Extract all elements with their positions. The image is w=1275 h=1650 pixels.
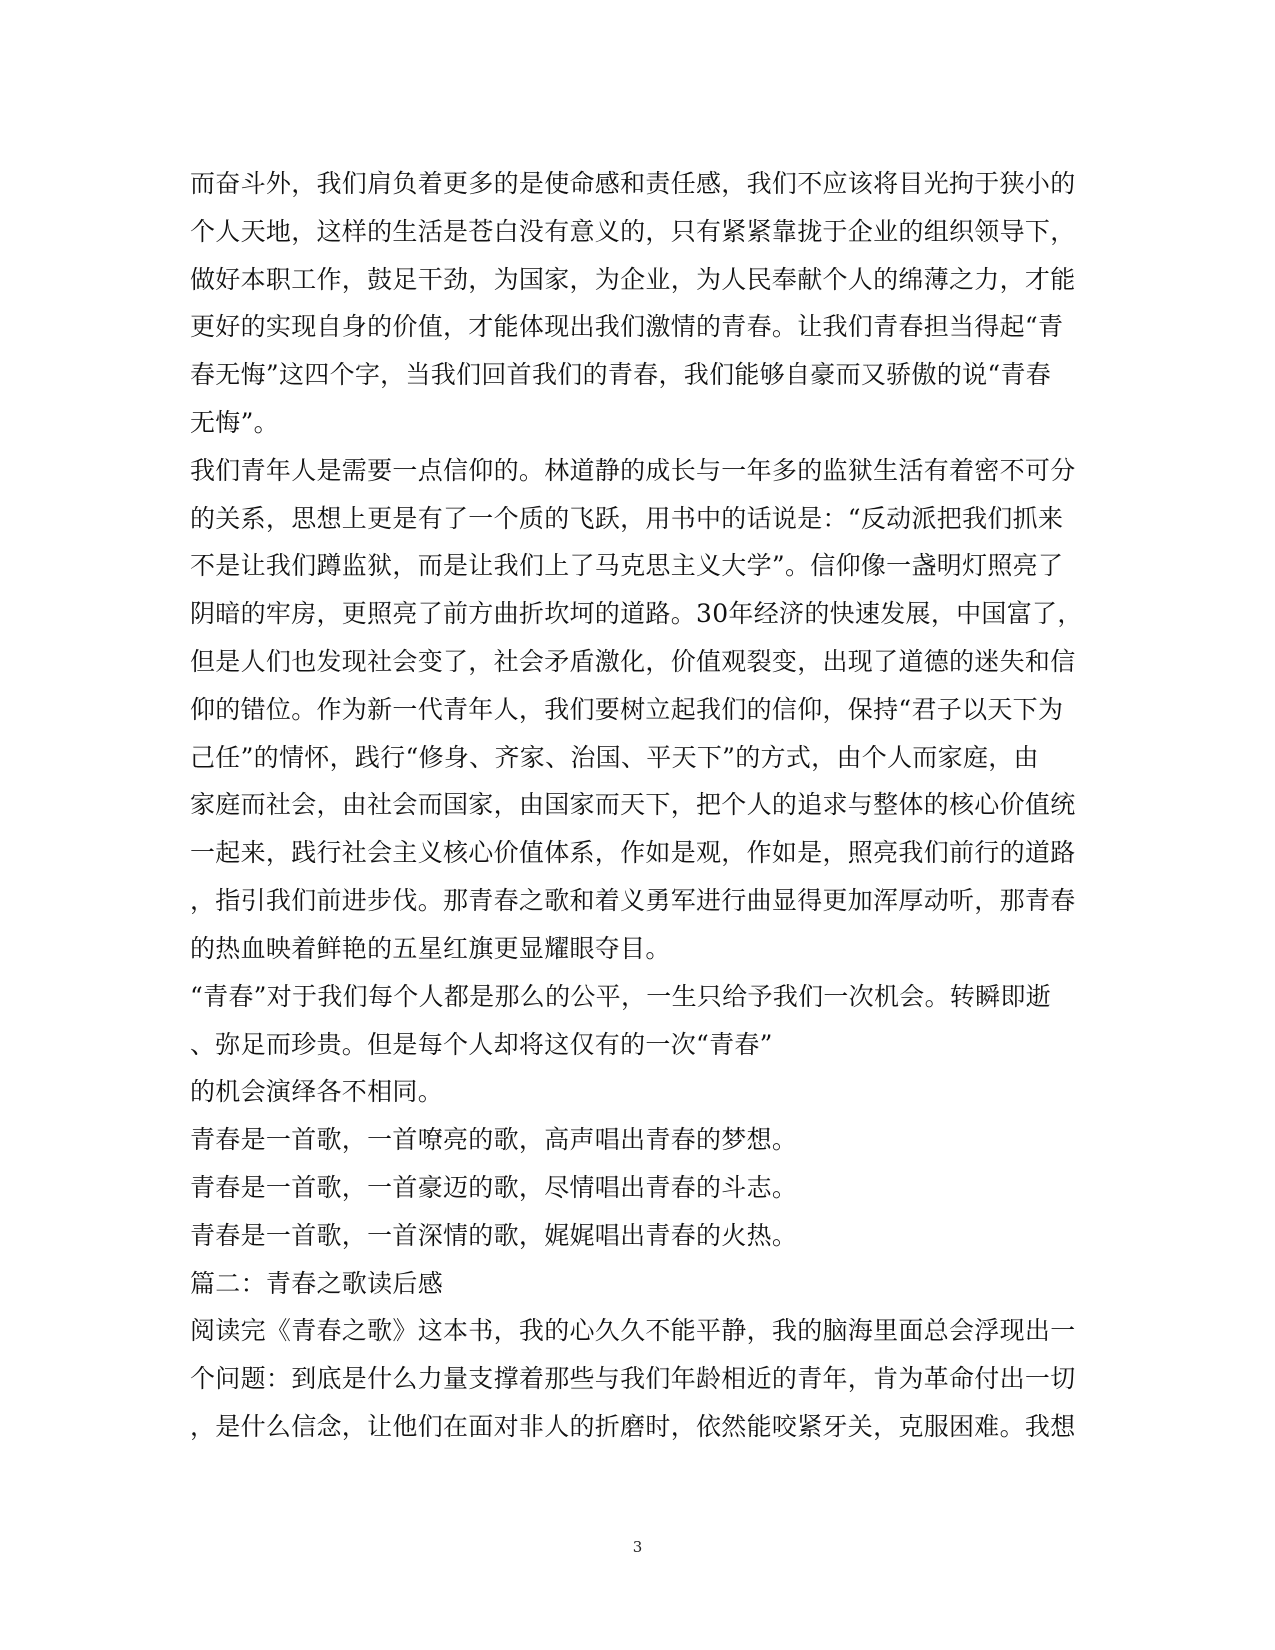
body-text-line: 更好的实现自身的价值，才能体现出我们激情的青春。让我们青春担当得起“青	[190, 312, 1064, 341]
body-text-line: 家庭而社会，由社会而国家，由国家而天下，把个人的追求与整体的核心价值统	[190, 790, 1076, 819]
body-text-line: ，指引我们前进步伐。那青春之歌和着义勇军进行曲显得更加浑厚动听，那青春	[190, 886, 1076, 915]
body-text-line: 但是人们也发现社会变了，社会矛盾激化，价值观裂变，出现了道德的迷失和信	[190, 647, 1076, 676]
poem-line: 青春是一首歌，一首豪迈的歌，尽情唱出青春的斗志。	[190, 1173, 798, 1202]
body-text-line: “青春”对于我们每个人都是那么的公平，一生只给予我们一次机会。转瞬即逝	[190, 982, 1052, 1011]
body-text-line: ，是什么信念，让他们在面对非人的折磨时，依然能咬紧牙关，克服困难。我想	[190, 1412, 1076, 1441]
body-text-line: 的机会演绎各不相同。	[190, 1077, 444, 1106]
body-text-line: 而奋斗外，我们肩负着更多的是使命感和责任感，我们不应该将目光拘于狭小的	[190, 169, 1076, 198]
body-text-line: 个人天地，这样的生活是苍白没有意义的，只有紧紧靠拢于企业的组织领导下，	[190, 217, 1076, 246]
poem-line: 青春是一首歌，一首嘹亮的歌，高声唱出青春的梦想。	[190, 1125, 798, 1154]
section-heading: 篇二：青春之歌读后感	[190, 1269, 444, 1298]
body-text-line: 阴暗的牢房，更照亮了前方曲折坎坷的道路。30年经济的快速发展，中国富了，	[190, 599, 1083, 628]
body-text-line: 的热血映着鲜艳的五星红旗更显耀眼夺目。	[190, 934, 671, 963]
body-text-line: 己任”的情怀，践行“修身、齐家、治国、平天下”的方式，由个人而家庭，由	[190, 743, 1039, 772]
body-text-line: 一起来，践行社会主义核心价值体系，作如是观，作如是，照亮我们前行的道路	[190, 838, 1076, 867]
body-text-line: 仰的错位。作为新一代青年人，我们要树立起我们的信仰，保持“君子以天下为	[190, 695, 1064, 724]
body-text-line: 阅读完《青春之歌》这本书，我的心久久不能平静，我的脑海里面总会浮现出一	[190, 1316, 1076, 1345]
body-text-line: 无悔”。	[190, 408, 279, 437]
body-text-line: 春无悔”这四个字，当我们回首我们的青春，我们能够自豪而又骄傲的说“青春	[190, 360, 1052, 389]
body-text-line: 、弥足而珍贵。但是每个人却将这仅有的一次“青春”	[190, 1030, 773, 1059]
body-text-line: 的关系，思想上更是有了一个质的飞跃，用书中的话说是：“反动派把我们抓来	[190, 504, 1064, 533]
body-text-line: 做好本职工作，鼓足干劲，为国家，为企业，为人民奉献个人的绵薄之力，才能	[190, 265, 1076, 294]
poem-line: 青春是一首歌，一首深情的歌，娓娓唱出青春的火热。	[190, 1221, 798, 1250]
body-text-line: 我们青年人是需要一点信仰的。林道静的成长与一年多的监狱生活有着密不可分	[190, 456, 1076, 485]
body-text-line: 不是让我们蹲监狱，而是让我们上了马克思主义大学”。信仰像一盏明灯照亮了	[190, 551, 1064, 580]
body-text-line: 个问题：到底是什么力量支撑着那些与我们年龄相近的青年，肯为革命付出一切	[190, 1364, 1076, 1393]
page-number: 3	[632, 1538, 643, 1556]
